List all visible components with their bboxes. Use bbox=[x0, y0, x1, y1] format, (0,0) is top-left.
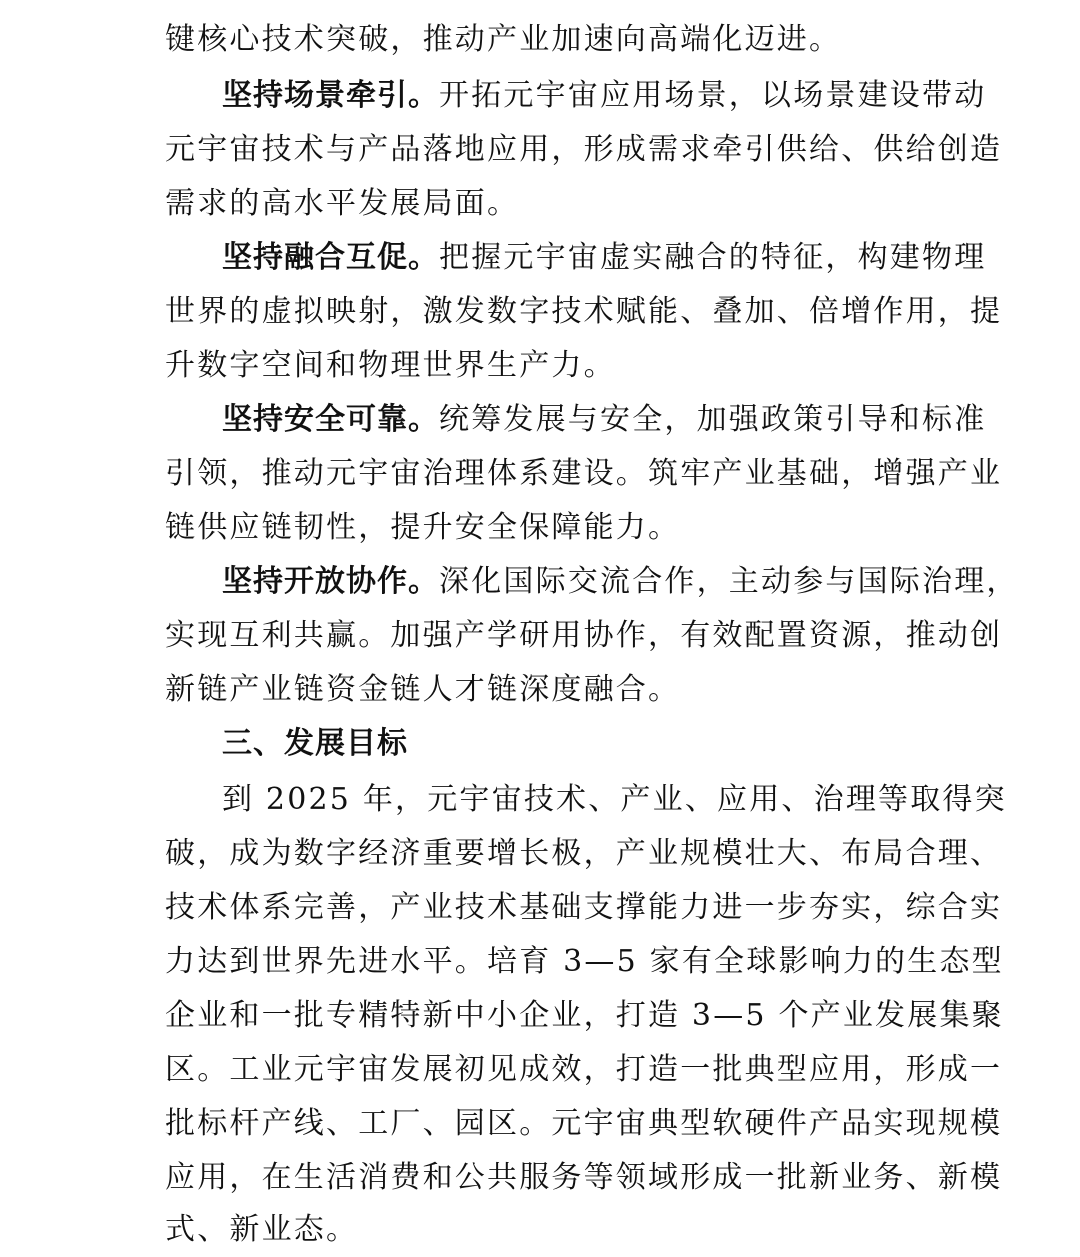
principle-paragraph-first-line bbox=[222, 393, 987, 447]
principle-title: 坚持开放协作。 bbox=[222, 564, 439, 599]
text-line: 区。工业元宇宙发展初见成效，打造一批典型应用，形成一 bbox=[165, 1052, 1003, 1087]
text-line: 技术体系完善，产业技术基础支撑能力进一步夯实，综合实 bbox=[165, 890, 1003, 925]
text-line: 到 2025 年，元宇宙技术、产业、应用、治理等取得突 bbox=[222, 782, 1007, 817]
principle-paragraph-first-line bbox=[222, 231, 987, 285]
principle-text: 深化国际交流合作，主动参与国际治理， bbox=[439, 564, 1019, 599]
text-line: 元宇宙技术与产品落地应用，形成需求牵引供给、供给创造 bbox=[165, 132, 1003, 167]
principle-text: 开拓元宇宙应用场景，以场景建设带动 bbox=[439, 78, 987, 113]
text-line: 需求的高水平发展局面。 bbox=[165, 186, 520, 221]
text-line: 键核心技术突破，推动产业加速向高端化迈进。 bbox=[165, 22, 842, 57]
text-line: 企业和一批专精特新中小企业，打造 3—5 个产业发展集聚 bbox=[165, 998, 1004, 1033]
text-line: 新链产业链资金链人才链深度融合。 bbox=[165, 672, 681, 707]
text-line: 批标杆产线、工厂、园区。元宇宙典型软硬件产品实现规模 bbox=[165, 1106, 1003, 1141]
text-line: 应用，在生活消费和公共服务等领域形成一批新业务、新模 bbox=[165, 1160, 1003, 1195]
principle-title: 坚持场景牵引。 bbox=[222, 78, 439, 113]
text-line: 引领，推动元宇宙治理体系建设。筑牢产业基础，增强产业 bbox=[165, 456, 1003, 491]
principle-paragraph-first-line bbox=[222, 69, 987, 123]
text-line: 升数字空间和物理世界生产力。 bbox=[165, 348, 616, 383]
text-line: 实现互利共赢。加强产学研用协作，有效配置资源，推动创 bbox=[165, 618, 1003, 653]
text-line: 世界的虚拟映射，激发数字技术赋能、叠加、倍增作用，提 bbox=[165, 294, 1003, 329]
text-line: 式、新业态。 bbox=[165, 1212, 359, 1247]
principle-title: 坚持安全可靠。 bbox=[222, 402, 439, 437]
text-line: 力达到世界先进水平。培育 3—5 家有全球影响力的生态型 bbox=[165, 944, 1004, 979]
principle-paragraph-first-line bbox=[222, 555, 1019, 609]
principle-text: 统筹发展与安全，加强政策引导和标准 bbox=[439, 402, 987, 437]
section-heading: 三、发展目标 bbox=[222, 726, 408, 761]
text-line: 链供应链韧性，提升安全保障能力。 bbox=[165, 510, 681, 545]
principle-title: 坚持融合互促。 bbox=[222, 240, 439, 275]
text-line: 破，成为数字经济重要增长极，产业规模壮大、布局合理、 bbox=[165, 836, 1003, 871]
principle-text: 把握元宇宙虚实融合的特征，构建物理 bbox=[439, 240, 987, 275]
